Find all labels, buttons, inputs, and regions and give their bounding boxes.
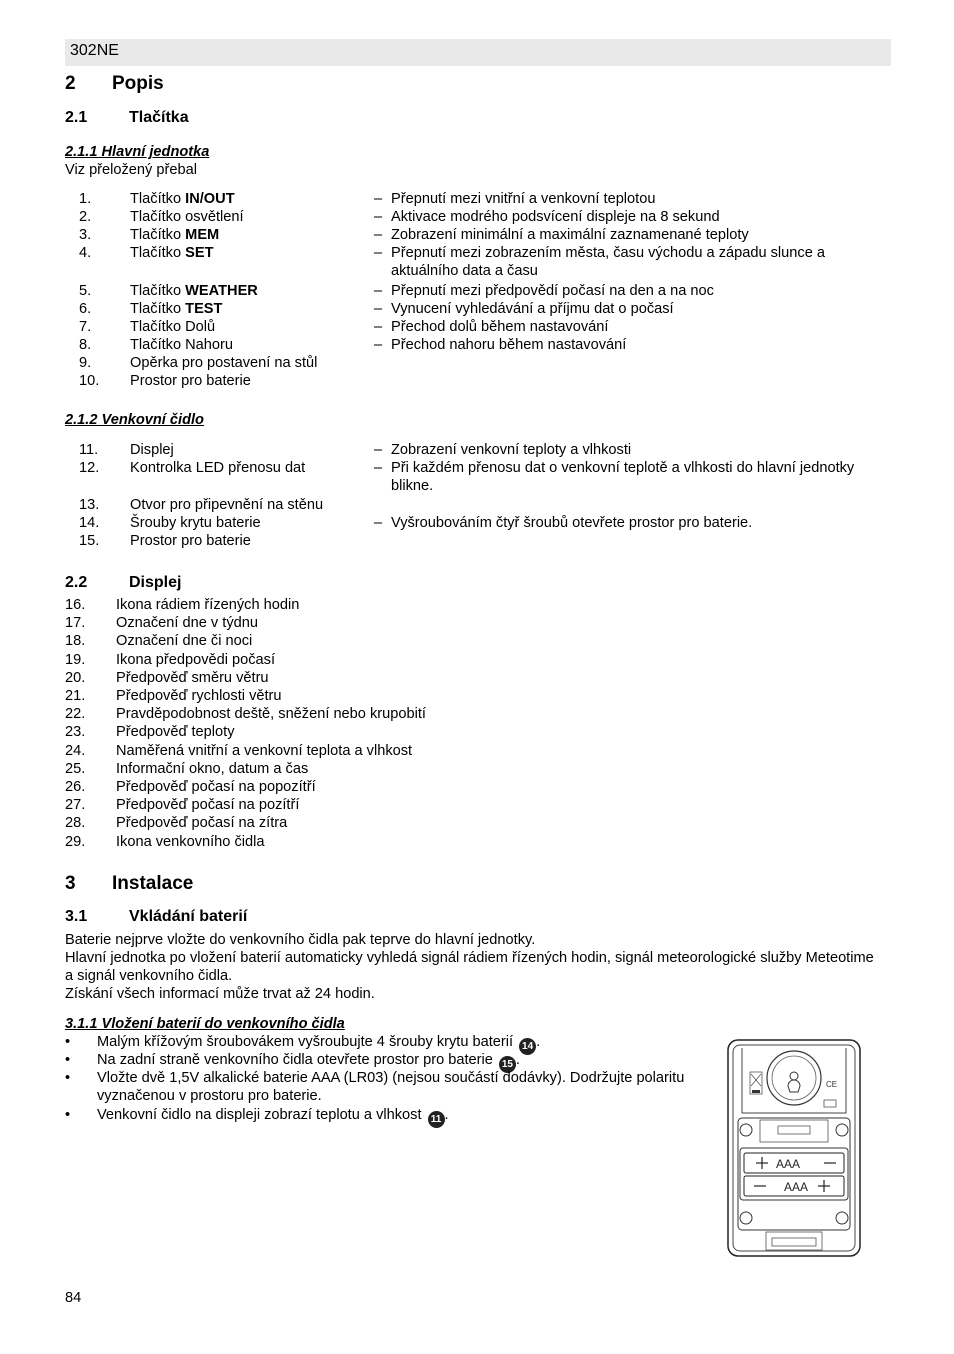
item-number: 15.	[79, 533, 100, 549]
list-item	[65, 459, 885, 494]
item-description: Přepnutí mezi zobrazením města, času východu a západu slunce a aktuálního data a času	[391, 245, 825, 279]
list-item	[65, 496, 885, 514]
item-number: 5.	[79, 283, 92, 299]
item-label: Otvor pro připevnění na stěnu	[130, 497, 324, 513]
list-item	[65, 532, 885, 550]
item-label	[130, 244, 214, 262]
item-label	[130, 336, 233, 354]
battery-2-label: AAA	[784, 1180, 809, 1194]
section-3-number: 3	[65, 873, 76, 894]
list-item	[65, 614, 885, 632]
item-number: 8.	[79, 337, 92, 353]
item-number: 10.	[79, 373, 100, 389]
section-2-number: 2	[65, 73, 76, 94]
paragraph-2: Hlavní jednotka po vložení baterií automaticky vyhledá signál rádiem řízených hodin, signál meteorologické služby Meteotime a signál venkovního čidla.	[65, 950, 874, 984]
dash-mark: –	[374, 460, 383, 476]
item-number: 9.	[79, 355, 92, 371]
item-label: Předpověď počasí na zítra	[116, 815, 288, 832]
item-number: 14.	[79, 515, 100, 531]
list-item	[65, 300, 885, 318]
dash-mark: –	[374, 209, 383, 225]
item-label-text: Tlačítko	[130, 227, 186, 243]
item-label: Ikona venkovního čidla	[116, 833, 265, 850]
list-item	[65, 705, 885, 723]
item-description: Vynucení vyhledávání a příjmu dat o počasí	[391, 301, 674, 317]
item-label-bold: IN/OUT	[185, 191, 235, 207]
item-label	[130, 226, 219, 244]
item-number: 22.	[65, 706, 86, 723]
page-number: 84	[65, 1290, 82, 1306]
item-label: Předpověď rychlosti větru	[116, 688, 282, 704]
item-number: 26.	[65, 779, 86, 795]
list-item	[65, 669, 885, 687]
item-label: Kontrolka LED přenosu dat	[130, 460, 306, 476]
item-label	[130, 372, 251, 390]
item-number: 12.	[79, 460, 100, 476]
section-2-1-2-title: 2.1.2 Venkovní čidlo	[65, 412, 204, 428]
item-label	[130, 208, 244, 226]
section-2-1-title: Tlačítka	[129, 109, 189, 126]
item-description: Přechod dolů během nastavování	[391, 319, 609, 335]
list-item	[65, 208, 885, 226]
item-number: 11.	[79, 442, 99, 458]
list-item	[65, 742, 885, 760]
item-label	[130, 282, 258, 300]
item-label-text: Tlačítko Nahoru	[130, 337, 234, 353]
item-label-bold: SET	[185, 245, 214, 261]
item-label-text: Tlačítko	[130, 245, 186, 261]
list-item	[65, 632, 885, 650]
item-label: Šrouby krytu baterie	[130, 515, 261, 531]
item-label-text: Opěrka pro postavení na stůl	[130, 355, 318, 371]
item-label-text: Tlačítko	[130, 283, 186, 299]
dash-mark: –	[374, 319, 383, 335]
list-item	[65, 651, 885, 669]
section-2-1-number: 2.1	[65, 109, 88, 126]
item-number: 1.	[79, 191, 92, 207]
item-label: Displej	[130, 442, 174, 458]
item-number: 4.	[79, 245, 92, 261]
battery-1-label: AAA	[776, 1157, 801, 1171]
item-number: 2.	[79, 209, 92, 225]
item-number: 23.	[65, 724, 86, 741]
list-item	[65, 833, 885, 851]
reference-badge: 14	[519, 1038, 536, 1055]
list-item	[65, 190, 885, 208]
dash-mark: –	[374, 191, 383, 207]
item-number: 21.	[65, 688, 86, 704]
list-item	[65, 723, 885, 741]
reference-badge: 15	[499, 1056, 516, 1073]
item-label-bold: MEM	[185, 227, 220, 243]
list-item	[65, 226, 885, 244]
item-label-text: Tlačítko	[130, 301, 186, 317]
item-number: 25.	[65, 760, 86, 777]
item-label-bold: TEST	[185, 301, 223, 317]
list-item	[65, 441, 885, 459]
paragraph-3: Získání všech informací může trvat až 24 hodin.	[65, 986, 375, 1002]
bullet-mark: •	[65, 1107, 71, 1123]
list-item	[65, 687, 885, 705]
list-item	[65, 760, 885, 778]
item-number: 13.	[79, 497, 100, 513]
list-item	[65, 318, 885, 336]
paragraph-1: Baterie nejprve vložte do venkovního čidla pak teprve do hlavní jednotky.	[65, 932, 536, 948]
section-2-2-number: 2.2	[65, 574, 88, 591]
item-description: Při každém přenosu dat o venkovní teplotě a vlhkosti do hlavní jednotky blikne.	[391, 460, 855, 494]
item-label: Předpověď počasí na popozítří	[116, 779, 316, 795]
item-label: Označení dne v týdnu	[116, 615, 258, 632]
item-number: 20.	[65, 669, 86, 686]
section-2-1-1-note: Viz přeložený přebal	[65, 162, 197, 178]
bullet-text-content: Vložte dvě 1,5V alkalické baterie AAA (LR03) (nejsou součástí dodávky). Dodržujte polaritu vyznačenou v prostoru pro baterie.	[97, 1070, 685, 1104]
item-label: Předpověď teploty	[116, 724, 235, 741]
item-label: Předpověď směru větru	[116, 669, 269, 686]
section-3-1-1-title: 3.1.1 Vložení baterií do venkovního čidla	[65, 1016, 345, 1032]
list-item	[65, 778, 885, 796]
bullet-mark: •	[65, 1070, 71, 1086]
dash-mark: –	[374, 515, 383, 531]
dash-mark: –	[374, 301, 383, 317]
item-label: Prostor pro baterie	[130, 533, 251, 549]
bullet-mark: •	[65, 1034, 71, 1050]
dash-mark: –	[374, 442, 383, 458]
list-item	[65, 372, 885, 390]
item-number: 28.	[65, 815, 86, 832]
reference-badge: 11	[428, 1111, 445, 1128]
list-item	[65, 336, 885, 354]
dash-mark: –	[374, 245, 383, 261]
item-label	[130, 318, 215, 336]
list-item	[65, 282, 885, 300]
item-description: Vyšroubováním čtyř šroubů otevřete prostor pro baterie.	[391, 515, 753, 531]
item-description: Přepnutí mezi vnitřní a venkovní teplotou	[391, 191, 656, 207]
section-2-1-1-title: 2.1.1 Hlavní jednotka	[65, 144, 210, 160]
bullet-text-content: Malým křížovým šroubovákem vyšroubujte 4 šrouby krytu baterií	[97, 1034, 514, 1050]
item-label-text: Prostor pro baterie	[130, 373, 251, 389]
bullet-mark: •	[65, 1052, 71, 1068]
item-number: 3.	[79, 227, 92, 243]
model-label: 302NE	[70, 42, 119, 59]
section-3-1-title: Vkládání baterií	[129, 908, 248, 925]
dash-mark: –	[374, 227, 383, 243]
section-2-title: Popis	[112, 73, 164, 94]
list-item	[65, 514, 885, 532]
item-number: 27.	[65, 797, 86, 814]
item-number: 7.	[79, 319, 92, 335]
item-label: Informační okno, datum a čas	[116, 760, 309, 777]
section-2-2-title: Displej	[129, 574, 182, 591]
item-label-text: Tlačítko osvětlení	[130, 209, 244, 225]
list-item	[65, 354, 885, 372]
bullet-end: .	[444, 1107, 449, 1123]
item-label	[130, 354, 317, 372]
dash-mark: –	[374, 283, 383, 299]
list-item	[65, 796, 885, 814]
item-description: Zobrazení venkovní teploty a vlhkosti	[391, 442, 632, 458]
bullet-text-content: Venkovní čidlo na displeji zobrazí teplotu a vlhkost	[97, 1107, 422, 1123]
item-number: 6.	[79, 301, 92, 317]
item-label-bold: WEATHER	[185, 283, 258, 299]
ce-mark: CE	[826, 1080, 838, 1089]
item-description: Zobrazení minimální a maximální zaznamenané teploty	[391, 227, 749, 243]
header-bar	[65, 39, 891, 66]
item-number: 17.	[65, 615, 86, 632]
item-label: Označení dne či noci	[116, 633, 253, 650]
outdoor-sensor-illustration	[726, 1038, 862, 1258]
item-number: 18.	[65, 633, 86, 650]
item-label	[130, 190, 235, 208]
bullet-end: .	[515, 1052, 520, 1068]
item-description: Přechod nahoru během nastavování	[391, 337, 627, 353]
list-item	[65, 244, 885, 279]
item-label: Pravděpodobnost deště, sněžení nebo krupobití	[116, 706, 426, 723]
dash-mark: –	[374, 337, 383, 353]
item-label: Ikona předpovědi počasí	[116, 651, 276, 668]
bullet-text-content: Na zadní straně venkovního čidla otevřete prostor pro baterie	[97, 1052, 493, 1068]
section-3-1-number: 3.1	[65, 908, 88, 925]
item-label: Předpověď počasí na pozítří	[116, 797, 300, 814]
item-number: 16.	[65, 597, 86, 613]
item-number: 29.	[65, 833, 86, 850]
list-item	[65, 814, 885, 832]
item-label: Naměřená vnitřní a venkovní teplota a vlhkost	[116, 742, 413, 759]
item-number: 24.	[65, 742, 86, 759]
item-label: Ikona rádiem řízených hodin	[116, 597, 300, 613]
bullet-end: .	[536, 1034, 541, 1050]
item-number: 19.	[65, 651, 86, 668]
item-label	[130, 300, 222, 318]
bullet-text	[97, 1069, 697, 1105]
section-3-title: Instalace	[112, 873, 194, 894]
item-description: Přepnutí mezi předpovědí počasí na den a na noc	[391, 283, 714, 299]
bullet-text	[97, 1106, 697, 1128]
list-item	[65, 596, 885, 614]
item-label-text: Tlačítko	[130, 191, 186, 207]
item-label-text: Tlačítko Dolů	[130, 319, 216, 335]
item-description: Aktivace modrého podsvícení displeje na 8 sekund	[391, 209, 720, 225]
